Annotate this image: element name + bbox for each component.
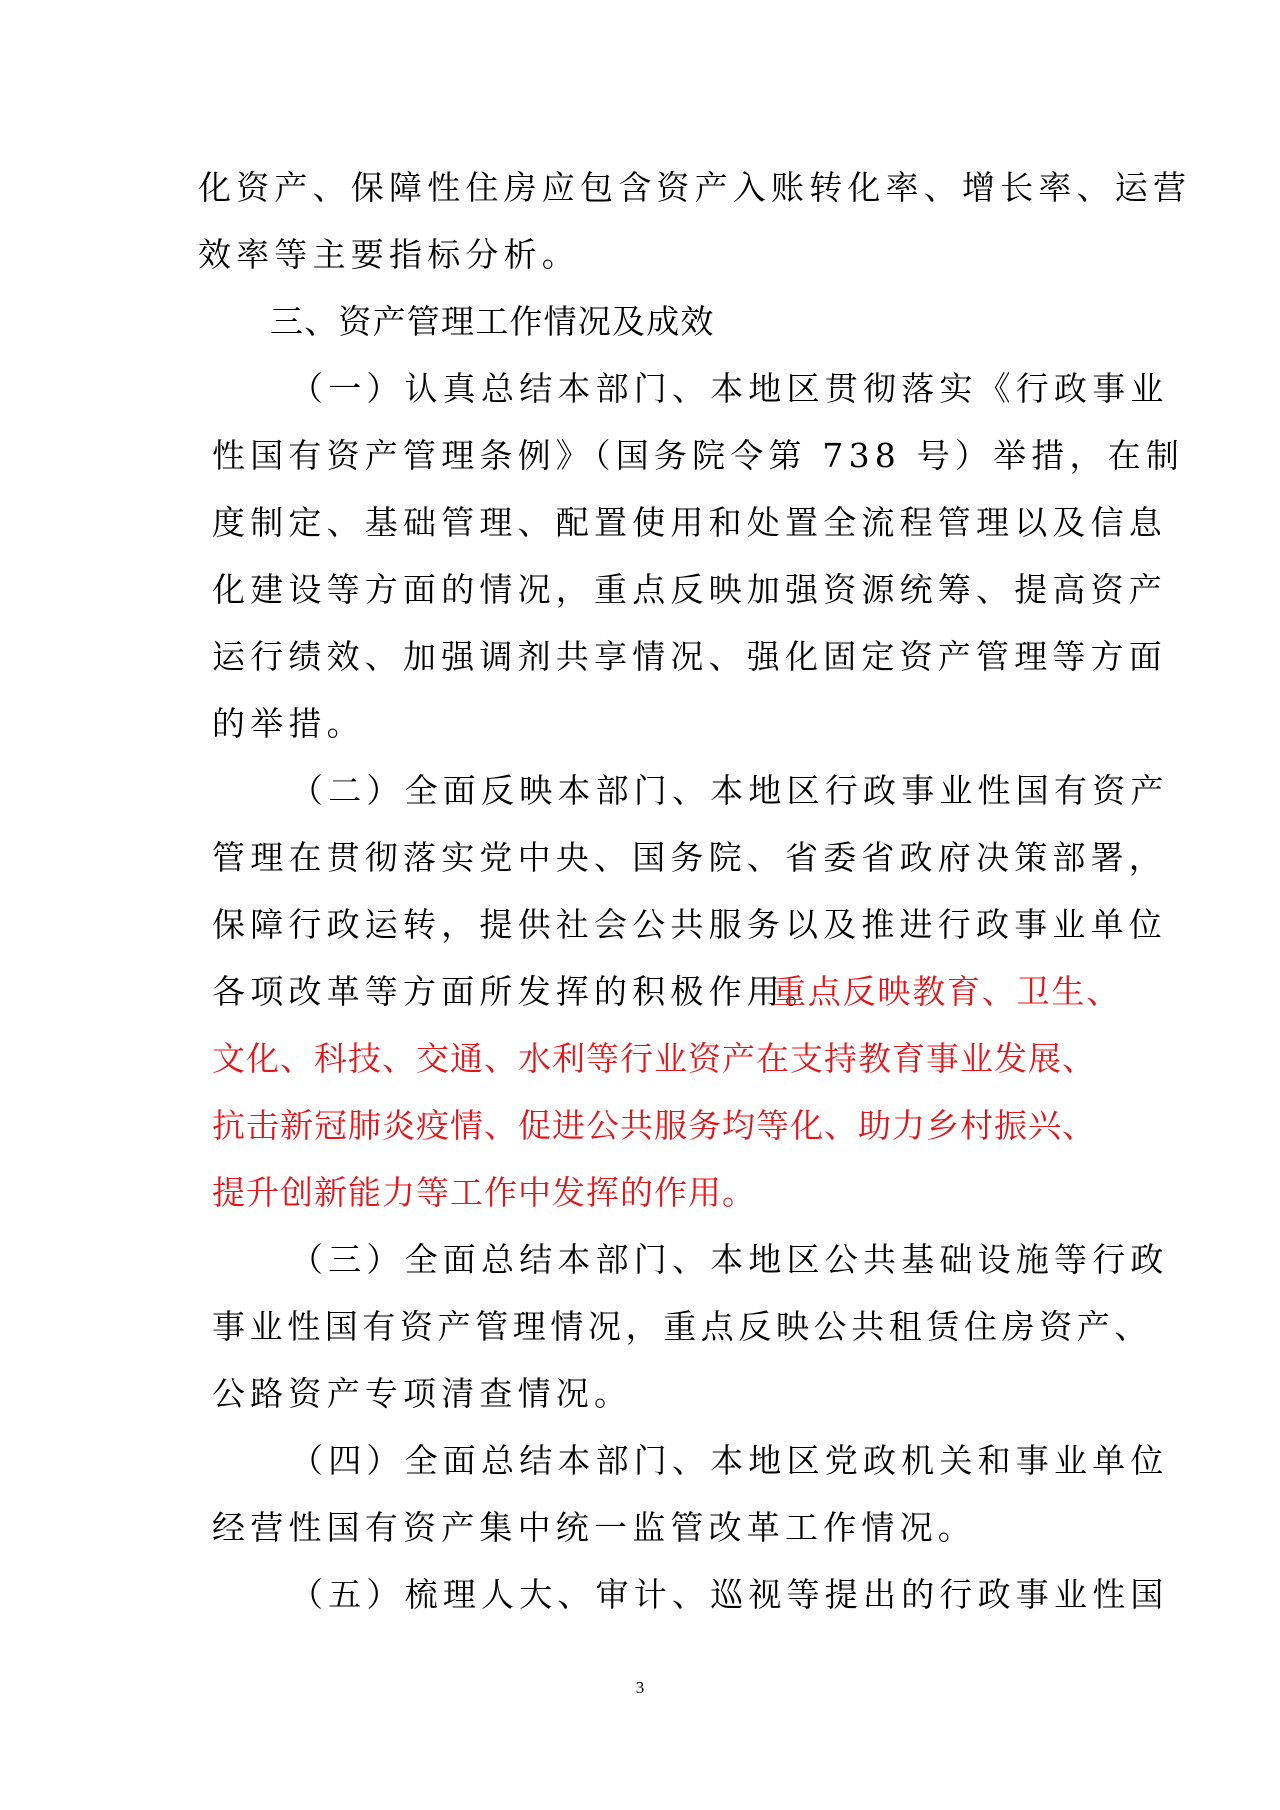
text-line: （三）全面总结本部门、本地区公共基础设施等行政 bbox=[290, 1240, 1169, 1279]
section-heading: 三、资产管理工作情况及成效 bbox=[270, 302, 715, 341]
text-line: （五）梳理人大、审计、巡视等提出的行政事业性国 bbox=[290, 1575, 1169, 1614]
text-line: 公路资产专项清查情况。 bbox=[212, 1374, 633, 1413]
text-line: 度制定、基础管理、配置使用和处置全流程管理以及信息 bbox=[212, 503, 1167, 542]
text-line: 效率等主要指标分析。 bbox=[198, 235, 580, 274]
highlighted-text: 提升创新能力等工作中发挥的作用。 bbox=[212, 1173, 756, 1212]
text-line: 化资产、保障性住房应包含资产入账转化率、增长率、运营 bbox=[198, 168, 1192, 207]
page-number: 3 bbox=[635, 1678, 645, 1697]
highlighted-text: 抗击新冠肺炎疫情、促进公共服务均等化、助力乡村振兴、 bbox=[212, 1106, 1096, 1145]
text-line: 运行绩效、加强调剂共享情况、强化固定资产管理等方面 bbox=[212, 637, 1167, 676]
text-line: 各项改革等方面所发挥的积极作用。 bbox=[212, 972, 824, 1011]
text-line: 性国有资产管理条例》（国务院令第 738 号）举措，在制 bbox=[212, 436, 1185, 475]
text-line: （四）全面总结本部门、本地区党政机关和事业单位 bbox=[290, 1441, 1169, 1480]
text-line: 保障行政运转，提供社会公共服务以及推进行政事业单位 bbox=[212, 905, 1167, 944]
text-line: （二）全面反映本部门、本地区行政事业性国有资产 bbox=[290, 771, 1169, 810]
text-line: 化建设等方面的情况，重点反映加强资源统筹、提高资产 bbox=[212, 570, 1167, 609]
text-line: 管理在贯彻落实党中央、国务院、省委省政府决策部署， bbox=[212, 838, 1167, 877]
text-line: 经营性国有资产集中统一监管改革工作情况。 bbox=[212, 1508, 976, 1547]
highlighted-text: 重点反映教育、卫生、 bbox=[773, 972, 1121, 1011]
text-line: 的举措。 bbox=[212, 704, 365, 743]
text-line: 事业性国有资产管理情况，重点反映公共租赁住房资产、 bbox=[212, 1307, 1152, 1346]
text-line: （一）认真总结本部门、本地区贯彻落实《行政事业 bbox=[290, 369, 1169, 408]
highlighted-text: 文化、科技、交通、水利等行业资产在支持教育事业发展、 bbox=[212, 1039, 1096, 1078]
